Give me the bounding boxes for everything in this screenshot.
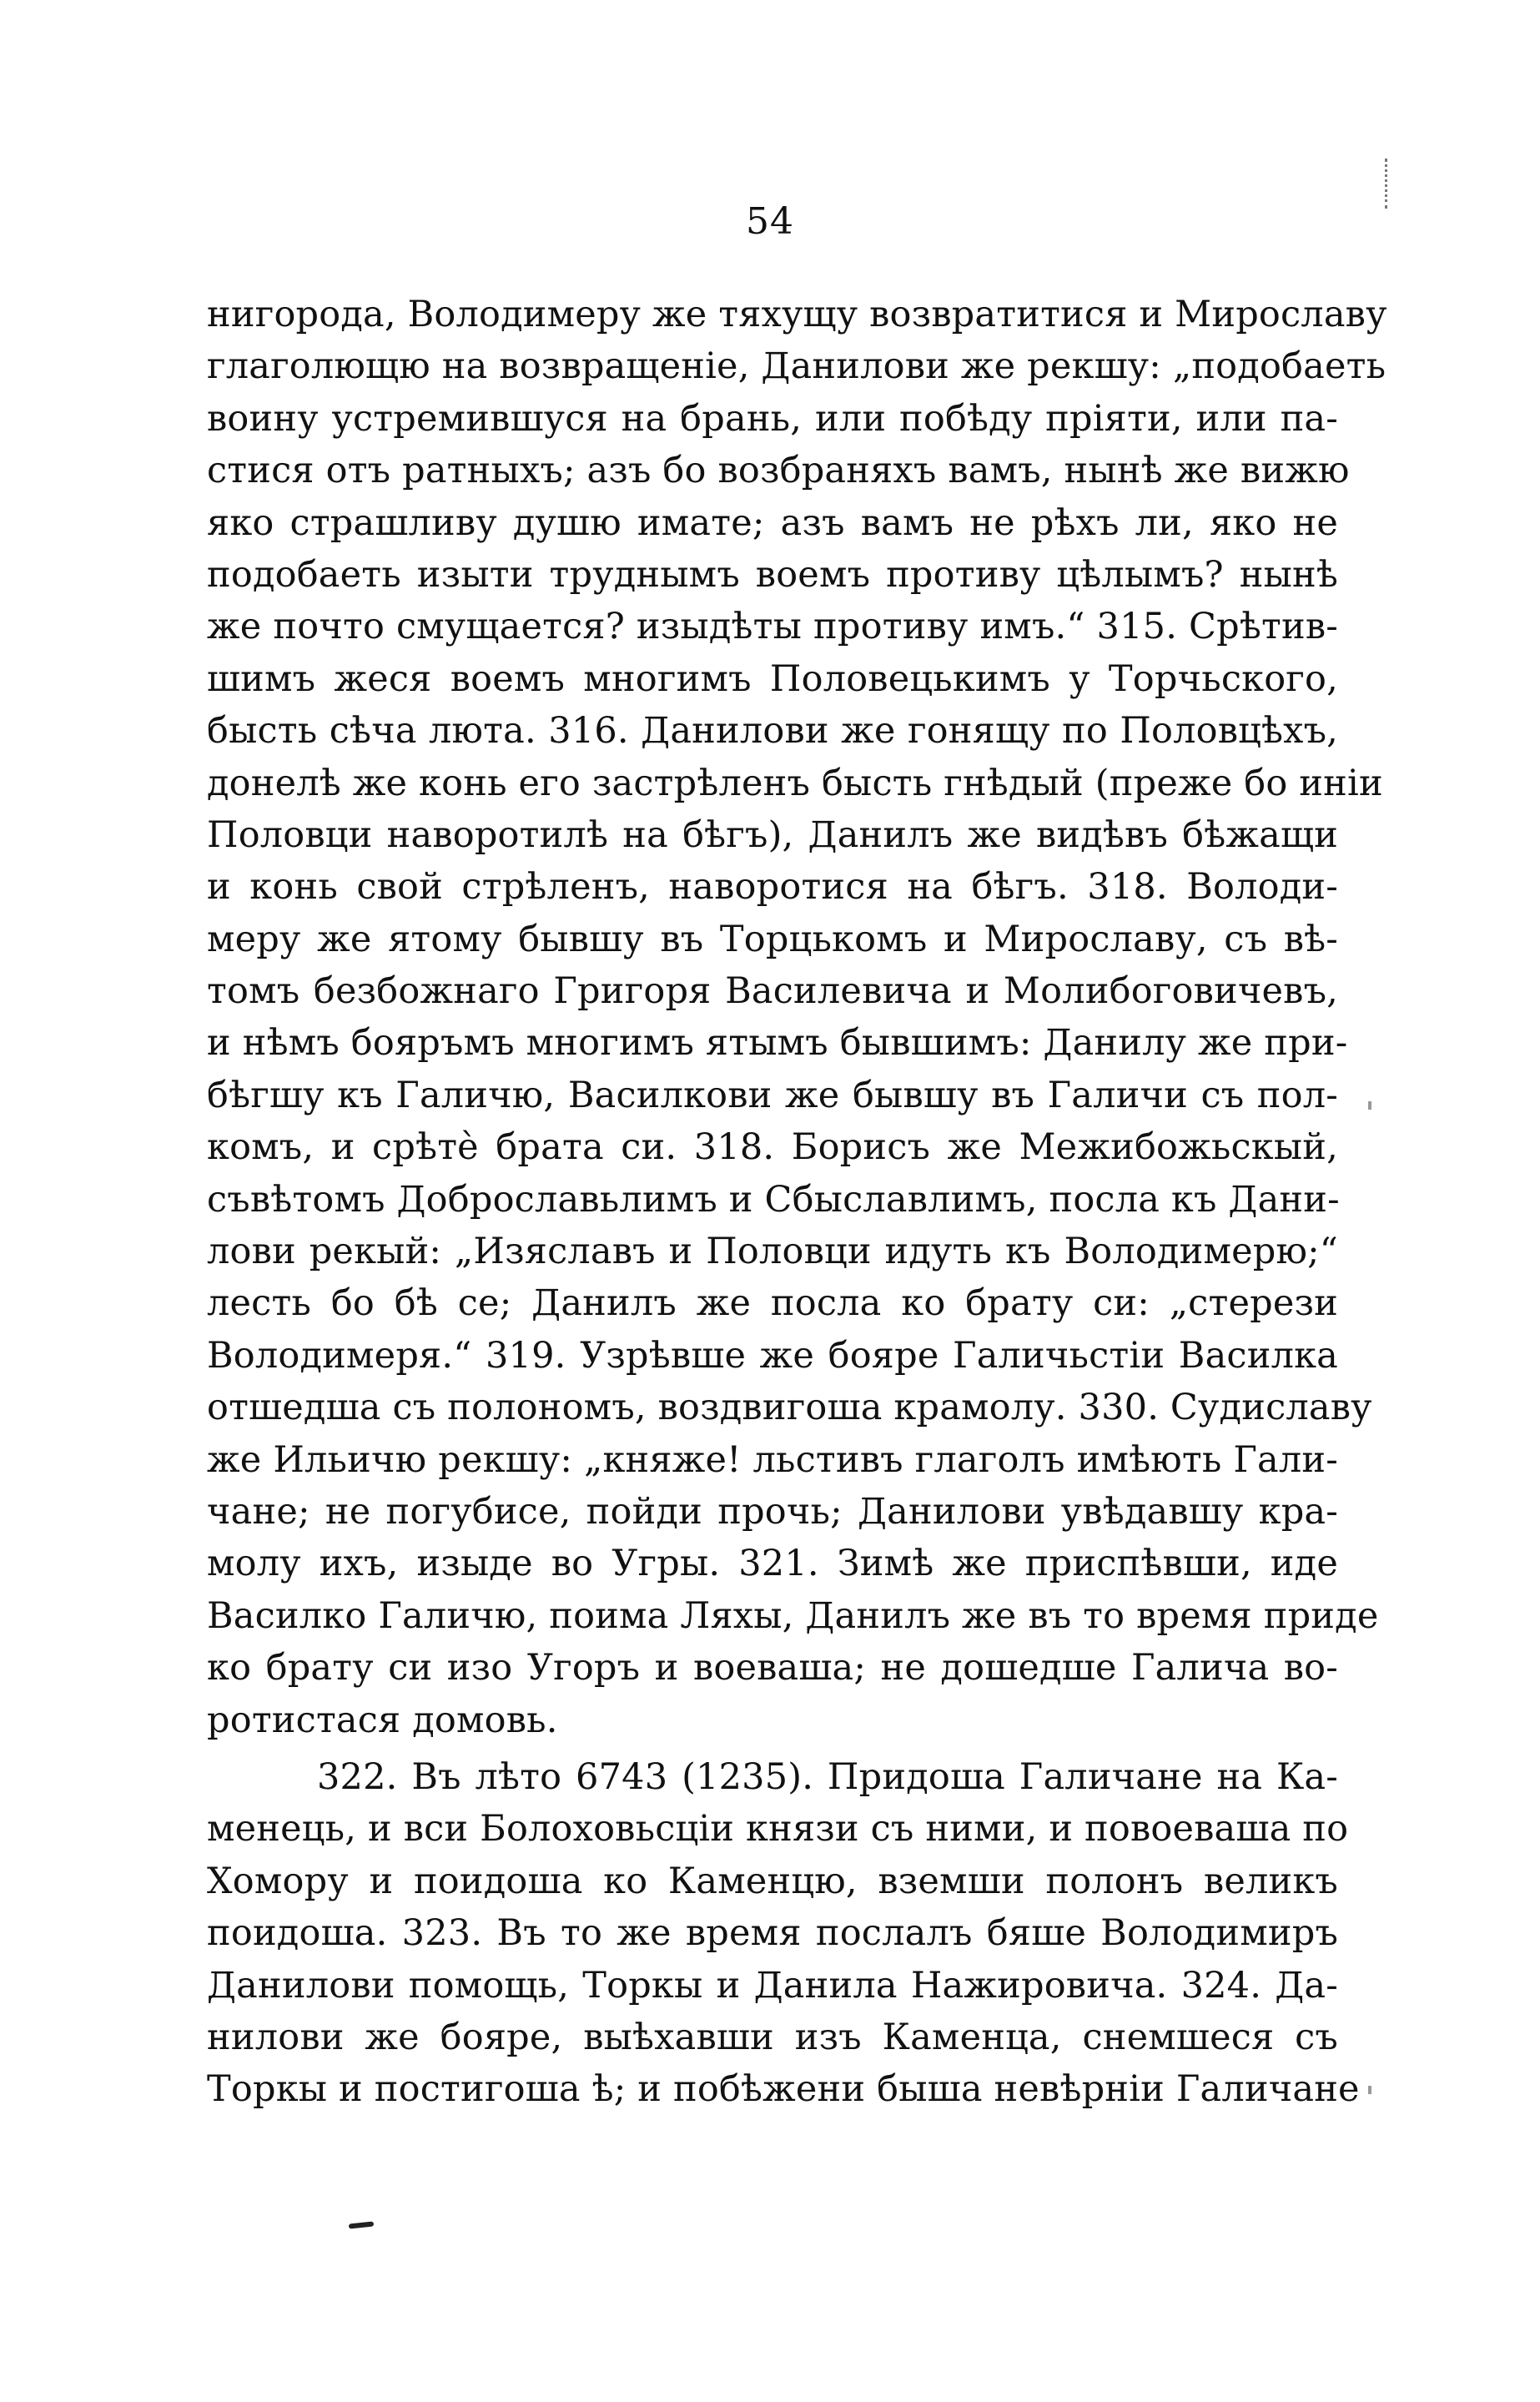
text-line: 322. Въ лѣто 6743 (1235). Придоша Галичане на Ка- — [317, 1755, 1338, 1798]
text-line: Василко Галичю, поима Ляхы, Данилъ же въ то время приде — [207, 1594, 1379, 1637]
text-line: съвѣтомъ Доброславьлимъ и Сбыславлимъ, посла къ Дани- — [207, 1178, 1340, 1221]
text-line: стися отъ ратныхъ; азъ бо возбраняхъ вамъ, нынѣ же вижю — [207, 450, 1350, 492]
body-text — [207, 289, 1387, 2116]
text-line: ко брату си изо Угоръ и воеваша; не дошедше Галича во- — [207, 1647, 1338, 1689]
text-line: лесть бо бѣ се; Данилъ же посла ко брату си: „стерези — [207, 1282, 1338, 1325]
text-line: воину устремившуся на брань, или побѣду пріяти, или па- — [207, 397, 1338, 440]
text-line: молу ихъ, изыде во Угры. 321. Зимѣ же приспѣвши, иде — [207, 1543, 1338, 1585]
page-edge-speck — [1368, 2086, 1371, 2094]
text-line: ротистася домовь. — [207, 1699, 558, 1741]
text-line: и нѣмъ бояръмъ многимъ ятымъ бывшимъ: Данилу же при- — [207, 1022, 1348, 1065]
paragraph — [207, 289, 1387, 1746]
text-line: Данилови помощь, Торкы и Данила Нажировича. 324. Да- — [207, 1964, 1338, 2007]
text-line: томъ безбожнаго Григоря Василевича и Молибоговичевъ, — [207, 970, 1338, 1013]
text-line: лови рекый: „Изяславъ и Половци идуть къ Володимерю;“ — [207, 1231, 1338, 1273]
page-edge-speck — [1368, 1101, 1371, 1110]
text-line: глаголющю на возвращеніе, Данилови же рекшу: „подобаеть — [207, 345, 1387, 388]
text-line: яко страшливу душю имате; азъ вамъ не рѣхъ ли, яко не — [207, 501, 1338, 544]
page-number: 54 — [746, 200, 794, 243]
text-line: Хомору и поидоша ко Каменцю, вземши полонъ великъ — [207, 1860, 1338, 1902]
text-line: нилови же бояре, выѣхавши изъ Каменца, снемшеся съ — [207, 2016, 1338, 2058]
text-line: же Ильичю рекшу: „княже! льстивъ глаголъ имѣють Гали- — [207, 1438, 1338, 1481]
text-line: меру же ятому бывшу въ Торцькомъ и Мирославу, съ вѣ- — [207, 918, 1338, 960]
text-line: и конь свой стрѣленъ, наворотися на бѣгъ. 318. Володи- — [207, 866, 1338, 909]
text-line: менець, и вси Болоховьсціи князи съ ними, и повоеваша по — [207, 1808, 1349, 1851]
text-line: бысть сѣча люта. 316. Данилови же гонящу по Половцѣхъ, — [207, 710, 1338, 753]
text-line: Володимеря.“ 319. Узрѣвше же бояре Галичьстіи Василка — [207, 1334, 1338, 1377]
text-line: бѣгшу къ Галичю, Василкови же бывшу въ Галичи съ пол- — [207, 1074, 1338, 1116]
text-line: поидоша. 323. Въ то же время послалъ бяше Володимиръ — [207, 1912, 1338, 1955]
text-line: комъ, и срѣтѐ брата си. 318. Борисъ же Межибожьскый, — [207, 1126, 1338, 1169]
text-line: подобаеть изыти труднымъ воемъ противу цѣлымъ? нынѣ — [207, 553, 1338, 596]
text-line: донелѣ же конь его застрѣленъ бысть гнѣдый (преже бо иніи — [207, 762, 1383, 804]
text-line: шимъ жеся воемъ многимъ Половецькимъ у Торчьского, — [207, 657, 1338, 700]
ink-mark — [349, 2221, 374, 2228]
text-line: нигорода, Володимеру же тяхущу возвратитися и Мирославу — [207, 294, 1387, 335]
paragraph — [207, 1751, 1360, 2116]
text-line: Торкы и постигоша ѣ; и побѣжени быша невѣрніи Галичане — [207, 2068, 1360, 2111]
text-line: же почто смущается? изыдѣты противу имъ.“ 315. Срѣтив- — [207, 606, 1338, 648]
text-line: Половци наворотилѣ на бѣгъ), Данилъ же видѣвъ бѣжащи — [207, 813, 1338, 856]
text-line: отшедша съ полономъ, воздвигоша крамолу. 330. Судиславу — [207, 1387, 1372, 1429]
text-line: чане; не погубисе, пойди прочь; Данилови увѣдавшу кра- — [207, 1490, 1338, 1533]
